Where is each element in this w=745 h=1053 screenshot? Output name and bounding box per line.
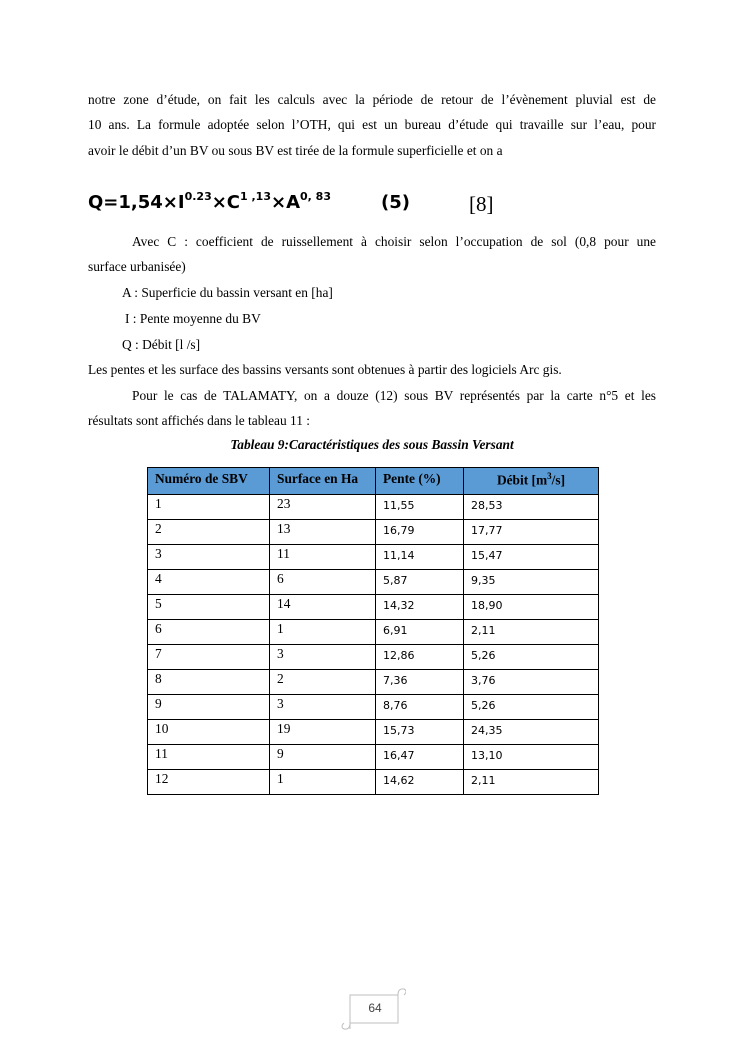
definition-a: A : Superficie du bassin versant en [ha] [122,285,333,300]
formula-c: ×C [211,192,241,213]
cell-sbv-number: 7 [148,645,270,670]
citation-reference: [8] [469,192,494,216]
cell-surface: 9 [270,745,376,770]
cell-surface: 13 [270,520,376,545]
page-number: 64 [368,1001,382,1015]
table-row [148,545,599,570]
paragraph-line: 10 ans. La formule adoptée selon l’OTH, qui est un bureau d’étude qui travaille sur l’eau, pour [88,117,656,132]
definition-c-line1: Avec C : coefficient de ruissellement à choisir selon l’occupation de sol (0,8 pour une [132,234,656,249]
table-row [148,770,599,795]
formula-exp-i: 0.23 [184,190,212,203]
table-row [148,720,599,745]
cell-slope: 11,55 [376,495,464,520]
table-row [148,695,599,720]
cell-sbv-number: 6 [148,620,270,645]
cell-surface: 3 [270,645,376,670]
table-row [148,670,599,695]
cell-flow: 28,53 [464,495,599,520]
cell-slope: 6,91 [376,620,464,645]
formula [88,192,331,222]
cell-surface: 19 [270,720,376,745]
paragraph-line: avoir le débit d’un BV ou sous BV est tirée de la formule superficielle et on a [88,143,503,158]
cell-sbv-number: 11 [148,745,270,770]
formula-a: ×A [271,192,301,213]
table-row [148,620,599,645]
header-surface: Surface en Ha [270,468,376,495]
cell-slope: 11,14 [376,545,464,570]
cell-slope: 8,76 [376,695,464,720]
cell-surface: 2 [270,670,376,695]
cell-flow: 24,35 [464,720,599,745]
cell-flow: 9,35 [464,570,599,595]
table-row [148,745,599,770]
case-line1: Pour le cas de TALAMATY, on a douze (12) sous BV représentés par la carte n°5 et les [132,388,656,403]
cell-sbv-number: 1 [148,495,270,520]
cell-flow: 18,90 [464,595,599,620]
cell-surface: 23 [270,495,376,520]
header-slope: Pente (%) [376,468,464,495]
formula-exp-c: 1 ,13 [240,190,271,203]
cell-sbv-number: 4 [148,570,270,595]
cell-flow: 5,26 [464,695,599,720]
cell-surface: 14 [270,595,376,620]
equation-number: (5) [381,192,410,213]
table-row [148,595,599,620]
cell-sbv-number: 9 [148,695,270,720]
cell-sbv-number: 3 [148,545,270,570]
cell-flow: 2,11 [464,620,599,645]
cell-slope: 14,62 [376,770,464,795]
cell-slope: 7,36 [376,670,464,695]
cell-flow: 15,47 [464,545,599,570]
definition-c-line2: surface urbanisée) [88,259,186,274]
table-row [148,520,599,545]
cell-flow: 17,77 [464,520,599,545]
slopes-sentence: Les pentes et les surface des bassins versants sont obtenues à partir des logiciels Arc gis. [88,362,562,377]
definition-q: Q : Débit [l /s] [122,337,201,352]
cell-sbv-number: 12 [148,770,270,795]
table-caption: Tableau 9:Caractéristiques des sous Bassin Versant [230,437,514,452]
case-line2: résultats sont affichés dans le tableau 11 : [88,413,310,428]
cell-flow: 2,11 [464,770,599,795]
cell-sbv-number: 5 [148,595,270,620]
cell-surface: 3 [270,695,376,720]
cell-flow: 3,76 [464,670,599,695]
cell-slope: 16,79 [376,520,464,545]
basin-table [147,467,599,795]
table-row [148,645,599,670]
formula-exp-a: 0, 83 [300,190,331,203]
cell-surface: 1 [270,620,376,645]
cell-surface: 11 [270,545,376,570]
cell-flow: 13,10 [464,745,599,770]
cell-slope: 12,86 [376,645,464,670]
cell-flow: 5,26 [464,645,599,670]
formula-q: Q=1,54×I [88,192,185,213]
cell-sbv-number: 10 [148,720,270,745]
paragraph-line: notre zone d’étude, on fait les calculs avec la période de retour de l’évènement pluvial est de [88,92,656,107]
cell-slope: 16,47 [376,745,464,770]
table-row [148,570,599,595]
table-row [148,495,599,520]
cell-slope: 15,73 [376,720,464,745]
cell-surface: 6 [270,570,376,595]
cell-sbv-number: 8 [148,670,270,695]
cell-slope: 5,87 [376,570,464,595]
cell-slope: 14,32 [376,595,464,620]
cell-surface: 1 [270,770,376,795]
definition-i: I : Pente moyenne du BV [125,311,261,326]
table-header-row [148,468,599,495]
header-sbv-number: Numéro de SBV [148,468,270,495]
header-flow: Débit $[m^3/s]$ [464,468,599,495]
cell-sbv-number: 2 [148,520,270,545]
